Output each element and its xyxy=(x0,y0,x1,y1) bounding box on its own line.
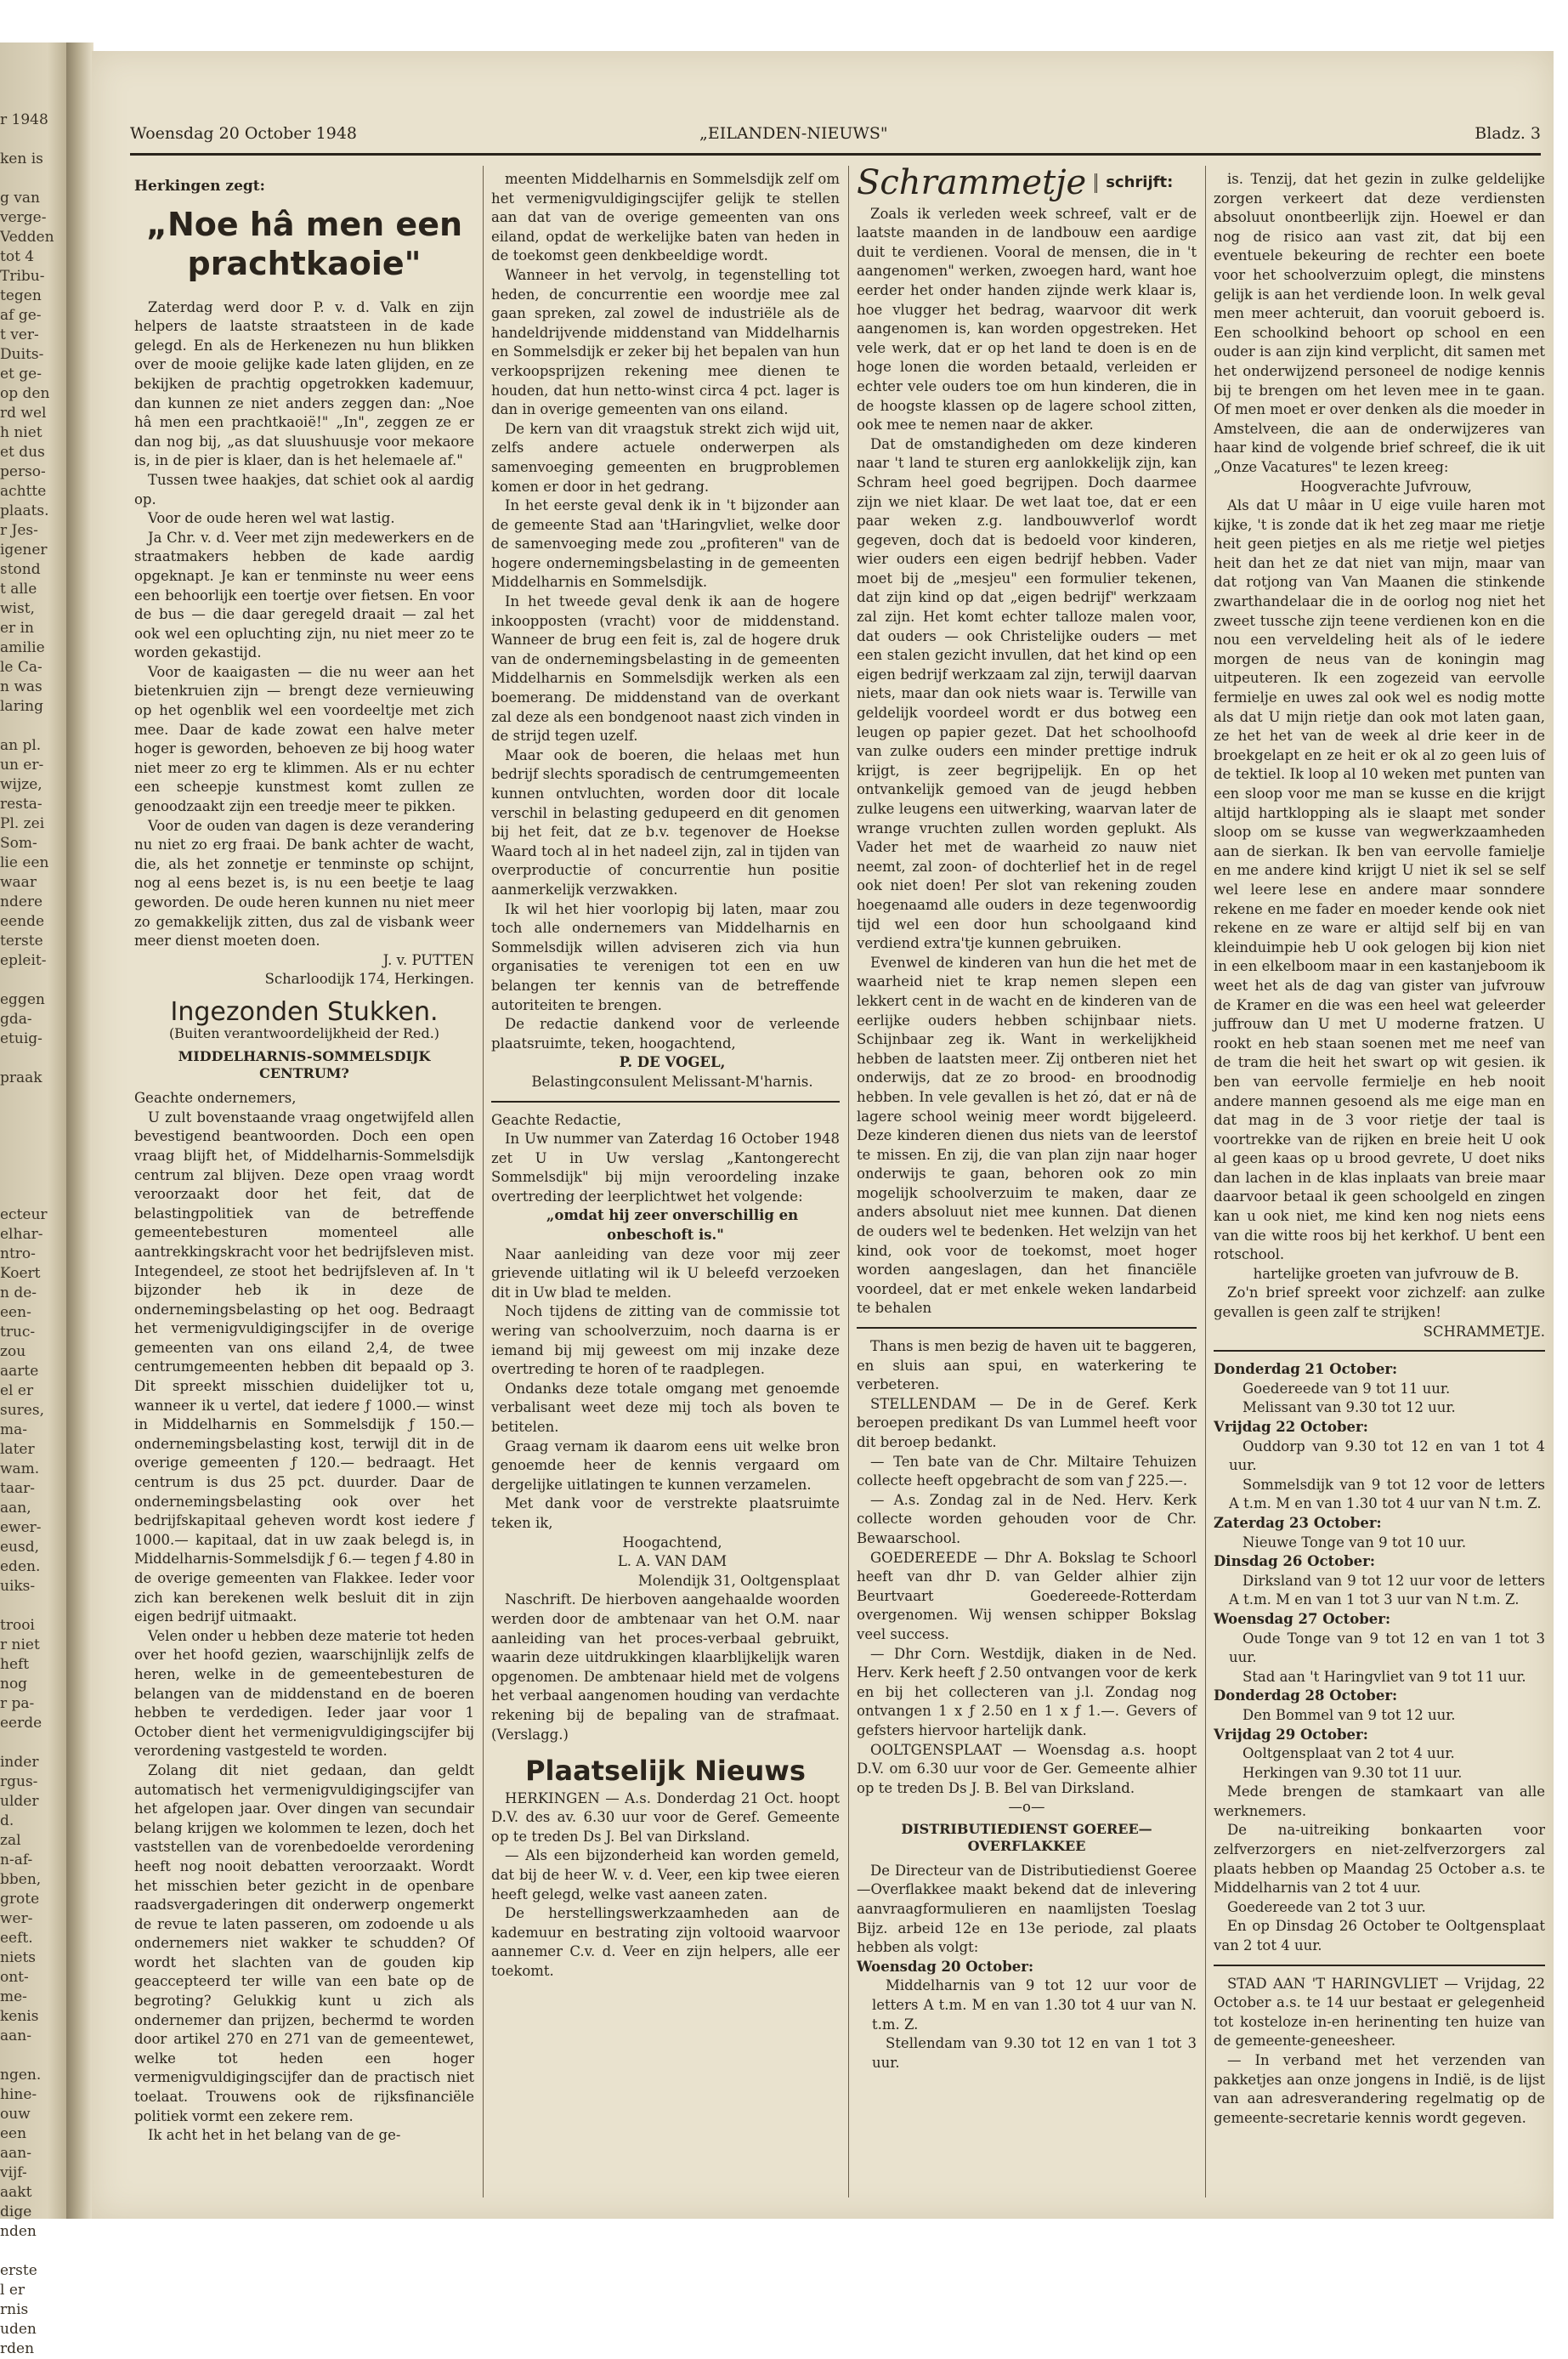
column-masthead xyxy=(857,163,1197,202)
prev-page-line: t ver- xyxy=(0,326,39,343)
prev-page-line: er in xyxy=(0,620,34,637)
paragraph: En op Dinsdag 26 October te Ooltgensplaat van 2 tot 4 uur. xyxy=(1214,1918,1545,1954)
schedule-line: Herkingen van 9.30 tot 11 uur. xyxy=(1243,1764,1463,1781)
prev-page-line: wist, xyxy=(0,600,35,617)
section-subheading: (Buiten verantwoordelijkheid der Red.) xyxy=(168,1024,440,1041)
prev-page-line: gda- xyxy=(0,1011,32,1028)
previous-page-edge xyxy=(0,111,61,2357)
prev-page-line xyxy=(0,1166,61,1186)
prev-page-line: uden xyxy=(0,2321,37,2338)
letter-continued xyxy=(491,170,840,1053)
schedule-day: Donderdag 21 October: xyxy=(1214,1361,1398,1378)
divider xyxy=(1214,1350,1545,1352)
header-page-number: Bladz. 3 xyxy=(1475,124,1541,143)
prev-page-line: rgus- xyxy=(0,1773,38,1790)
paragraph: Graag vernam ik daarom eens uit welke bron genoemde heer de kennis vergaard om dergelijke uitlatingen te kunnen verzamelen. xyxy=(491,1438,840,1493)
prev-page-line xyxy=(0,130,61,150)
paragraph: Voor de kaaigasten — die nu weer aan het bietenkruien zijn — brengt deze vernieuwing op het ogenblik wel een voordeeltje met zich mee. Daar de kade zowat een halve meter hoger is geworden, behoeven ze bij hoog water niet meer zo erg te klimmen. Als er nu echter een scheepje kunstmest komt zullen ze genoodzaakt zijn een treedje meer te pikken. xyxy=(134,663,474,815)
paragraph: — Als een bijzonderheid kan worden gemeld, dat bij de heer W. v. d. Veer, een kip twee eieren heeft gelegd, welke vast aaneen zaten. xyxy=(491,1847,840,1903)
prev-page-line: ma- xyxy=(0,1421,27,1438)
paragraph: — A.s. Zondag zal in de Ned. Herv. Kerk collecte worden gehouden voor de Chr. Bewaarschool. xyxy=(857,1491,1197,1546)
prev-page-line: waar xyxy=(0,874,37,891)
divider xyxy=(491,1101,840,1103)
article-body xyxy=(134,298,474,951)
paragraph: In Uw nummer van Zaterdag 16 October 1948 zet U in Uw verslag „Kantongerecht Sommelsdijk" bij mijn veroordeling inzake overtreding der leerplichtwet het volgende: xyxy=(491,1131,840,1205)
prev-page-line: g van xyxy=(0,190,40,207)
column-rule xyxy=(483,166,484,2197)
paragraph: meenten Middelharnis en Sommelsdijk zelf om het vermenigvuldigingscijfer gelijk te stellen aan dat van de overige gemeenten van ons eiland, opdat de werkelijke baten van heden in de toekomst geen denkbeeldige wordt. xyxy=(491,171,840,264)
prev-page-line: le Ca- xyxy=(0,659,42,676)
schedule-line: Ouddorp van 9.30 tot 12 en van 1 tot 4 uur. xyxy=(1229,1438,1545,1474)
prev-page-line: eusd, xyxy=(0,1539,40,1556)
prev-page-line: amilie xyxy=(0,639,45,656)
prev-page-line: r niet xyxy=(0,1636,40,1653)
prev-page-line: h niet xyxy=(0,424,42,441)
schedule-line: Stad aan 't Haringvliet van 9 tot 11 uur. xyxy=(1243,1668,1526,1685)
prev-page-line: perso- xyxy=(0,463,46,480)
prev-page-line xyxy=(0,1733,61,1753)
column-subtitle: schrijft: xyxy=(1106,173,1174,191)
schedule-day: Woensdag 20 October: xyxy=(857,1958,1034,1975)
prev-page-line: aarte xyxy=(0,1363,39,1380)
divider xyxy=(1214,1965,1545,1966)
prev-page-line: achtte xyxy=(0,483,47,500)
distribution-schedule xyxy=(1214,1360,1545,1783)
closing-remark: Zo'n brief spreekt voor zichzelf: aan zulke gevallen is geen zalf te strijken! xyxy=(1214,1284,1545,1321)
quote: „omdat hij zeer onverschillig en onbeschoft is." xyxy=(546,1207,799,1244)
paragraph: STELLENDAM — De in de Geref. Kerk beroepen predikant Ds van Lummel heeft voor dit beroep bedankt. xyxy=(857,1395,1197,1450)
signature-address: Scharloodijk 174, Herkingen. xyxy=(264,971,474,988)
paragraph: Ik acht het in het belang van de ge- xyxy=(148,2127,401,2144)
local-news-body xyxy=(491,1789,840,1982)
schedule-day: Vrijdag 22 October: xyxy=(1214,1419,1368,1435)
schedule-line: Nieuwe Tonge van 9 tot 10 uur. xyxy=(1243,1534,1467,1551)
paragraph: GOEDEREEDE — Dhr A. Bokslag te Schoorl heeft van dhr D. van Gelder alhier zijn Beurtvaart Goedereede-Rotterdam overgenomen. Wij wensen schipper Bokslag veel success. xyxy=(857,1549,1197,1642)
prev-page-line: an pl. xyxy=(0,737,42,754)
paragraph: Goedereede van 2 tot 3 uur. xyxy=(1227,1898,1426,1915)
prev-page-line: Vedden xyxy=(0,229,54,246)
prev-page-line: terste xyxy=(0,933,43,950)
header-date: Woensdag 20 October 1948 xyxy=(130,124,357,143)
paragraph: Zoals ik verleden week schreef, valt er de laatste maanden in de landbouw een aardige duit te verdienen. Vooral de mensen, die in 't aangenomen" werken, zwoegen hard, want hoe eerder het onder handen zijnde werk klaar is, hoe vlugger het bedrag, waarvoor dit werk aangenomen is, kan worden opgestreken. Het vele werk, dat er op het land te doen is en de hoge lonen die worden betaald, verleiden er echter vele ouders toe om hun kinderen, die in de hoogste klassen op de lagere school zitten, ook mee te nemen naar de akker. xyxy=(857,205,1197,434)
prev-page-line: heft xyxy=(0,1656,30,1673)
prev-page-line: n was xyxy=(0,678,42,695)
prev-page-line: aan, xyxy=(0,1500,31,1517)
prev-page-line: Koert xyxy=(0,1265,41,1282)
prev-page-line: trooi xyxy=(0,1617,35,1634)
prev-page-line: zal xyxy=(0,1832,21,1849)
paragraph: De herstellingswerkzaamheden aan de kademuur en bestrating zijn voltooid waarvoor aannemer C.v. d. Veer en zijn helpers, alle eer toekomt. xyxy=(491,1905,840,1980)
prev-page-line: wam. xyxy=(0,1460,40,1477)
prev-page-line: nden xyxy=(0,2223,37,2240)
prev-page-line: rnis xyxy=(0,2301,29,2318)
schedule-line: Sommelsdijk van 9 tot 12 voor de letters A t.m. M en van 1.30 tot 4 uur van N t.m. Z. xyxy=(1229,1476,1545,1512)
newspaper-page xyxy=(92,51,1554,2219)
notice-heading: DISTRIBUTIEDIENST GOEREE—OVERFLAKKEE xyxy=(901,1820,1152,1854)
prev-page-line: laring xyxy=(0,698,43,715)
paragraph: Voor de ouden van dagen is deze verandering nu niet zo erg fraai. De bank achter de wacht, die, als het zonnetje er tenminste op schijnt, nog al eens bezet is, is nu een beetje te laag geworden. De oude heren kunnen nu niet meer zo gemakkelijk zitten, dus zal de visbank weer meer dienst moeten doen. xyxy=(134,817,474,950)
paragraph: Middelharnis van 9 tot 12 uur voor de letters A t.m. M en van 1.30 tot 4 uur van N. t.m. Z. xyxy=(872,1977,1197,2033)
prev-page-line xyxy=(0,1049,61,1069)
prev-page-line: resta- xyxy=(0,796,42,813)
paragraph: Wanneer in het vervolg, in tegenstelling tot heden, de concurrentie een woordje mee zal gaan spreken, zal zowel de industriële als de handeldrijvende middenstand van Middelharnis en Sommelsdijk er zeker bij het bepalen van hun verkoopsprijzen rekening mee dienen te houden, dat hun netto-winst circa 4 pct. lager is dan in overige gemeenten van ons eiland. xyxy=(491,266,840,418)
page-fold xyxy=(66,43,93,2219)
paragraph: Ik wil het hier voorlopig bij laten, maar zou toch alle ondernemers van Middelharnis en Sommelsdijk willen adviseren zich via hun organisaties te verenigen tot een en uw belangen ter kennis van de betreffende autoriteiten te brengen. xyxy=(491,900,840,1013)
prev-page-line: ken is xyxy=(0,150,43,167)
prev-page-line: ecteur xyxy=(0,1206,48,1223)
paragraph: De na-uitreiking bonkaarten voor zelfverzorgers en niet-zelfverzorgers zal plaats hebben op Maandag 25 October a.s. te Middelharnis van 2 tot 4 uur. xyxy=(1214,1822,1545,1897)
prev-page-line: taar- xyxy=(0,1480,35,1497)
column-1 xyxy=(134,170,474,2146)
local-news-body xyxy=(1214,1975,1545,2129)
paragraph: Ondanks deze totale omgang met genoemde verbalisant weet deze mij toch als boven te betitelen. xyxy=(491,1380,840,1435)
prev-page-line: wijze, xyxy=(0,776,42,793)
prev-page-line: rd wel xyxy=(0,405,47,422)
paragraph: Dat de omstandigheden om deze kinderen naar 't land te sturen erg aanlokkelijk zijn, kan Schram heel goed begrijpen. Doch daarmee zijn we niet klaar. De wet laat toe, dat er een paar weken z.g. landbouwverlof wordt gegeven, doch dat is bedoeld voor kinderen, wier ouders een eigen bedrijf hebben. Vader moet bij de „mesjeu" een formulier tekenen, dat zijn kind op dat „eigen bedrijf" werkzaam zal zijn. Het komt echter talloze malen voor, dat ouders — ook Christelijke ouders — met een stalen gezicht invullen, dat het kind op een eigen bedrijf werkzaam zal zijn, terwijl daarvan niets, maar dan ook niets waar is. Terwille van geldelijk voordeel wordt er dus botweg een leugen op papier gezet. Dat het schoolhoofd van zulke ouders een minder prettige indruk krijgt, is zeer begrijpelijk. En op het ontvankelijk gemoed van de jeugd hebben zulke leugens een uitwerking, waarvan later de wrange vruchten zullen worden geplukt. Als Vader het met de waarheid zo nauw niet neemt, zal zoon- of dochterlief het in de regel ook niet doen! Per slot van rekening zouden hoegenaamd alle ouders in deze tegenwoordig tijd wel een door hun schoolgaand kind verdiend extra'tje kunnen gebruiken. xyxy=(857,435,1197,952)
prev-page-line: n de- xyxy=(0,1284,37,1301)
paragraph: Maar ook de boeren, die helaas met hun bedrijf slechts sporadisch de centrumgemeenten kunnen ontvluchten, worden door dit locale verschil in belasting gedupeerd en dit genomen bij het feit, dat ze b.v. tegenover de Hoekse Waard toch al in het nadeel zijn, zal in tijden van overproductie of concurrentie hun positie aanmerkelijk verzwakken. xyxy=(491,746,840,898)
prev-page-line: elhar- xyxy=(0,1226,43,1243)
prev-page-line: een xyxy=(0,2125,27,2142)
prev-page-line xyxy=(0,2046,61,2066)
prev-page-line: igener xyxy=(0,542,48,559)
prev-page-line: tegen xyxy=(0,287,42,304)
prev-page-line: uiks- xyxy=(0,1578,36,1595)
prev-page-line: hine- xyxy=(0,2086,37,2103)
prev-page-line: rden xyxy=(0,2340,35,2357)
schedule-day: Donderdag 28 October: xyxy=(1214,1687,1398,1704)
article-kicker: Herkingen zegt: xyxy=(134,178,265,195)
prev-page-line: plaats. xyxy=(0,502,49,519)
salutation: Geachte ondernemers, xyxy=(134,1090,297,1107)
schedule-line: Dirksland van 9 tot 12 uur voor de letters A t.m. M en van 1 tot 3 uur van N t.m. Z. xyxy=(1229,1572,1545,1608)
schedule-line: Oude Tonge van 9 tot 12 en van 1 tot 3 uur. xyxy=(1229,1630,1545,1666)
prev-page-line: bben, xyxy=(0,1871,42,1888)
prev-page-line: af ge- xyxy=(0,307,42,324)
prev-page-line: me- xyxy=(0,1988,27,2005)
letter-closing: hartelijke groeten van jufvrouw de B. xyxy=(1253,1265,1520,1282)
prev-page-line: Pl. zei xyxy=(0,815,45,832)
prev-page-line: aan- xyxy=(0,2145,31,2162)
paragraph: OOLTGENSPLAAT — Woensdag a.s. hoopt D.V. om 6.30 uur voor de Ger. Gemeente alhier op te treden Ds J. B. Bel van Dirksland. xyxy=(857,1741,1197,1796)
prev-page-line: r Jes- xyxy=(0,522,38,539)
column-rule xyxy=(848,166,849,2197)
prev-page-line xyxy=(0,1088,61,1108)
paragraph: — In verband met het verzenden van pakketjes aan onze jongens in Indië, is de lijst van aan adresverandering regelmatig op de gemeente-secretarie kennis wordt gegeven. xyxy=(1214,2052,1545,2126)
prev-page-line: erste xyxy=(0,2262,37,2279)
column-body xyxy=(1214,170,1545,478)
prev-page-line: ewer- xyxy=(0,1519,42,1536)
paragraph: Thans is men bezig de haven uit te baggeren, en sluis aan spui, en waterkering te verbeteren. xyxy=(857,1338,1197,1393)
prev-page-line: nog xyxy=(0,1676,28,1693)
prev-page-line: et ge- xyxy=(0,366,42,383)
paragraph: In het eerste geval denk ik in 't bijzonder aan de gemeente Stad aan 'tHaringvliet, welke door de samenvoeging mede zou „profiteren" van de hogere ondernemingsbelasting in de gemeenten Middelharnis en Sommelsdijk. xyxy=(491,497,840,591)
prev-page-line: op den xyxy=(0,385,50,402)
prev-page-line: epleit- xyxy=(0,952,47,969)
prev-page-line: et dus xyxy=(0,444,45,461)
separator: —o— xyxy=(1008,1799,1045,1816)
paragraph: Velen onder u hebben deze materie tot heden over het hoofd gezien, waarschijnlijk zelfs de heren, welke in de gemeentebesturen de belangen van de middenstand en de boeren hebben te verdedigen. Ieder jaar voor 1 October dient het vermenigvuldigingscijfer bij verordening vastgesteld te worden. xyxy=(134,1627,474,1760)
schedule-notes xyxy=(1214,1783,1545,1955)
schedule-line: Goedereede van 9 tot 11 uur. xyxy=(1243,1380,1451,1397)
schedule-line: Ooltgensplaat van 2 tot 4 uur. xyxy=(1243,1745,1455,1762)
prev-page-line: een- xyxy=(0,1304,31,1321)
paragraph: De redactie dankend voor de verleende plaatsruimte, teken, hoogachtend, xyxy=(491,1016,840,1052)
prev-page-line xyxy=(0,971,61,990)
divider xyxy=(857,1327,1197,1329)
schedule-line: Melissant van 9.30 tot 12 uur. xyxy=(1243,1399,1456,1416)
letter-body xyxy=(491,1130,840,1206)
paragraph: Zolang dit niet gedaan, dan geldt automatisch het vermenigvuldigingscijfer van het afgelopen jaar. Over dingen van secundair belang krijgen we kolommen te lezen, doch het vaststellen van de vorenbedoelde verordening heeft nog nooit debatten veroorzaakt. Wordt het misschien beter gezicht in de openbare raadsvergaderingen dit onderwerp ongemerkt de revue te laten passeren, om zodoende u als ondernemers niet wakker te schudden? Of wordt het slachten van de gouden kip geaccepteerd ter wille van een bate op de begroting? Gelukkig kunt u zich als ondernemer dan prijzen, bechermd te worden door artikel 270 en 271 van de gemeentewet, welke tot heden een hoger vermenigvuldigingscijfer dan de practisch niet toelaat. Trouwens ook de rijksfinanciële politiek vormt een zekere rem. xyxy=(134,1761,474,2124)
prev-page-line: eeft. xyxy=(0,1930,33,1947)
naschrift: Naschrift. De hierboven aangehaalde woorden werden door de ambtenaar van het O.M. naar aanleiding van het proces-verbaal gebruikt, waarin deze uitdrukkingen klaarblijkelijk waren opgenomen. De ambtenaar hield met de volgens het verbaal aangenomen houding van verdachte rekening bij de bepaling van de strafmaat. (Verslagg.) xyxy=(491,1591,840,1743)
paragraph: U zult bovenstaande vraag ongetwijfeld allen bevestigend beantwoorden. Doch een open vraag blijft het, of Middelharnis-Sommelsdijk centrum zal blijven. Deze open vraag wordt veroorzaakt door het feit, dat de belastingpolitiek van de betreffende gemeentebesturen momenteel alle aantrekkingskracht voor het bedrijfsleven mist. Integendeel, ze stoot het bedrijfsleven af. In 't bijzonder heb ik in deze de ondernemingsbelasting op het oog. Bedraagt het vermenigvuldigingscijfer in de overige gemeenten van ons eiland 2,4, de twee centrumgemeenten hebben dit bepaald op 3. Dit spreekt misschien duidelijker tot u, wanneer ik u vertel, dat iedere ƒ 1000.— winst in Middelharnis en Sommelsdijk ƒ 150.— ondernemingsbelasting kost, terwijl dit in de overige gemeenten ƒ 120.— bedraagt. Het centrum is dus 25 pct. duurder. Daar de ondernemingsbelasting ook over het bedrijfskapitaal geheven wordt kost iedere ƒ 1000.— kapitaal, dat in uw zaak belegd is, in Middelharnis-Sommelsdijk ƒ 6.— tegen ƒ 4.80 in de overige gemeenten van Flakkee. Ieder voor zich kan berekenen welk besluit dit in zijn eigen bedrijf uitmaakt. xyxy=(134,1109,474,1625)
signature: P. DE VOGEL, xyxy=(619,1054,726,1071)
prev-page-line xyxy=(0,1147,61,1166)
schedule-day: Vrijdag 29 October: xyxy=(1214,1726,1368,1743)
paragraph: Tussen twee haakjes, dat schiet ook al aardig op. xyxy=(134,471,474,508)
paragraph: — Ten bate van de Chr. Miltaire Tehuizen collecte heeft opgebracht de som van ƒ 225.—. xyxy=(857,1453,1197,1489)
schedule-day: Woensdag 27 October: xyxy=(1214,1610,1391,1627)
prev-page-line: eerde xyxy=(0,1715,42,1732)
prev-page-line: ont- xyxy=(0,1969,29,1986)
signature-address: Molendijk 31, Ooltgensplaat xyxy=(637,1572,840,1589)
prev-page-line: eende xyxy=(0,913,45,930)
prev-page-line: tot 4 xyxy=(0,248,35,265)
salutation: Geachte Redactie, xyxy=(491,1111,622,1128)
prev-page-line xyxy=(0,717,61,736)
prev-page-line: eggen xyxy=(0,991,45,1008)
signature-title: Belastingconsulent Melissant-M'harnis. xyxy=(531,1073,813,1090)
prev-page-line: Tribu- xyxy=(0,268,45,285)
prev-page-line: stond xyxy=(0,561,41,578)
notice-body xyxy=(857,1862,1197,1958)
local-news-body xyxy=(857,1337,1197,1798)
column-body xyxy=(857,205,1197,1318)
prev-page-line: l er xyxy=(0,2282,25,2299)
schedule-day: Dinsdag 26 October: xyxy=(1214,1553,1375,1570)
header-paper-name: „EILANDEN-NIEUWS" xyxy=(699,124,888,143)
prev-page-line: ndere xyxy=(0,893,43,910)
prev-page-line: ntro- xyxy=(0,1245,36,1262)
prev-page-line xyxy=(0,1108,61,1127)
prev-page-line: sures, xyxy=(0,1402,44,1419)
prev-page-line: zou xyxy=(0,1343,26,1360)
column-title: Schrammetje xyxy=(857,173,1097,193)
prev-page-line: truc- xyxy=(0,1324,36,1341)
section-heading: Ingezonden Stukken. xyxy=(170,996,439,1027)
paragraph: Ja Chr. v. d. Veer met zijn medewerkers en de straatmakers hebben de kade aardig opgeknapt. Je kan er tenminste nu weer eens een behoorlijk een toertje over fietsen. En voor de bus — die daar geregeld draait — zal het ook wel een opluchting zijn, nu niet meer zo te worden gekastijd. xyxy=(134,529,474,661)
prev-page-line: lie een xyxy=(0,854,49,871)
prev-page-line: n-af- xyxy=(0,1851,33,1868)
column-2 xyxy=(491,170,840,1982)
prev-page-line: later xyxy=(0,1441,35,1458)
prev-page-line: vijf- xyxy=(0,2164,27,2181)
paragraph: Voor de oude heren wel wat lastig. xyxy=(148,510,395,527)
paragraph: De Directeur van de Distributiedienst Goeree—Overflakkee maakt bekend dat de inlevering aanvraagformulieren en naamlijsten Toeslag Bijz. arbeid 12e en 13e periode, zal plaats hebben als volgt: xyxy=(857,1862,1197,1956)
paragraph: In het tweede geval denk ik aan de hogere inkoopposten (vracht) voor de middenstand. Wanneer de brug een feit is, zal de hogere druk van de ondernemingsbelasting in de gemeenten Middelharnis en Sommelsdijk werken als een boemerang. De middenstand van de overkant zal deze als een bondgenoot naast zich vinden in de strijd tegen uzelf. xyxy=(491,593,840,745)
letter-body xyxy=(134,1109,474,2146)
prev-page-line: ulder xyxy=(0,1793,39,1810)
signature: J. v. PUTTEN xyxy=(382,951,474,968)
prev-page-line: wer- xyxy=(0,1910,33,1927)
prev-page-line xyxy=(0,1596,61,1616)
paragraph: HERKINGEN — A.s. Donderdag 21 Oct. hoopt D.V. des av. 6.30 uur voor de Geref. Gemeente op te treden Ds J. Bel van Dirksland. xyxy=(491,1789,840,1845)
prev-page-line: grote xyxy=(0,1891,40,1908)
prev-page-line: eden. xyxy=(0,1558,41,1575)
schedule-line: Den Bommel van 9 tot 12 uur. xyxy=(1243,1706,1456,1723)
column-4 xyxy=(1214,170,1545,2128)
prev-page-line: Duits- xyxy=(0,346,44,363)
letter-body xyxy=(491,1245,840,1534)
paragraph: Noch tijdens de zitting van de commissie tot wering van schoolverzuim, noch daarna is er iemand bij mij geweest om mij inzake deze overtreding te horen of te raadplegen. xyxy=(491,1303,840,1378)
prev-page-line xyxy=(0,169,61,189)
prev-page-line: r 1948 xyxy=(0,111,48,128)
paragraph: — Dhr Corn. Westdijk, diaken in de Ned. Herv. Kerk heeft ƒ 2.50 ontvangen voor de kerk en bij het collecteren van j.l. Zondag nog ontvangen 1 x ƒ 2.50 en 1 x ƒ 1.—. Gevers of gefsters hiervoor hartelijk dank. xyxy=(857,1645,1197,1738)
prev-page-line: dige xyxy=(0,2203,32,2220)
column-rule xyxy=(1205,166,1206,2197)
paragraph: Stellendam van 9.30 tot 12 en van 1 tot 3 uur. xyxy=(872,2035,1197,2071)
prev-page-line: r pa- xyxy=(0,1695,35,1712)
prev-page-line: verge- xyxy=(0,209,47,226)
prev-page-line: Som- xyxy=(0,835,37,852)
paragraph: Zaterdag werd door P. v. d. Valk en zijn helpers de laatste straatsteen in de kade gelegd. En als de Herkenezen nu hun blikken over de mooie gelijke kade laten glijden, en ze bekijken de prachtig opgetrokken kademuur, dan kunnen ze niet anders zeggen dan: „Noe hâ men een prachtkaoië!" „In", zeggen ze er dan nog bij, „as dat sluushuusje voor mekaore is, in de pier is klaer, dan is het helemaele af." xyxy=(134,298,474,469)
prev-page-line: inder xyxy=(0,1754,39,1771)
paragraph: De kern van dit vraagstuk strekt zich wijd uit, zelfs andere actuele onderwerpen als samenvoeging gemeenten en brugproblemen komen er door in het gedrang. xyxy=(491,420,840,495)
schedule-lines xyxy=(857,1976,1197,2073)
signature: L. A. VAN DAM xyxy=(617,1553,727,1570)
prev-page-line: un er- xyxy=(0,757,44,774)
paragraph: STAD AAN 'T HARINGVLIET — Vrijdag, 22 October a.s. te 14 uur bestaat er gelegenheid tot kosteloze in-en herinenting ten huize van de gemeente-geneesheer. xyxy=(1214,1975,1545,2050)
prev-page-line: etuig- xyxy=(0,1030,42,1047)
prev-page-line: el er xyxy=(0,1382,34,1399)
article-headline: „Noe hâ men een prachtkaoie" xyxy=(145,205,463,282)
section-heading: Plaatselijk Nieuws xyxy=(525,1755,806,1788)
paragraph: Evenwel de kinderen van hun die het met de waarheid niet te krap nemen slepen een lekkert cent in de wacht en de kinderen van de eerlijke ouders hebben schijnbaar niets. Schijnbaar zeg ik. Want in werkelijkheid hebben de laatsten meer. Zij ontberen niet het onderwijs, dat ze zo brood- en broodnodig hebben. In vele gevallen is het zó, dat er nâ de lagere school weinig meer wordt bijgeleerd. Deze kinderen dienen dus niets van de leerstof te missen. En zij, die van plan zijn naar hoger onderwijs te gaan, behoren ook zo min mogelijk schoolverzuim te maken, daar ze anders absoluut niet mee kunnen. Dat dienen de ouders wel te bedenken. Het welzijn van het kind, ook voor de toekomst, moet hoger worden aangeslagen, dan het financiële voordeel, dat er met enkele weken landarbeid te behalen xyxy=(857,954,1197,1317)
letter-heading: MIDDELHARNIS-SOMMELSDIJK CENTRUM? xyxy=(178,1048,431,1082)
prev-page-line xyxy=(0,2242,61,2261)
prev-page-line: niets xyxy=(0,1949,37,1966)
prev-page-line: kenis xyxy=(0,2008,39,2025)
prev-page-line: d. xyxy=(0,1812,14,1829)
paragraph: Mede brengen de stamkaart van alle werknemers. xyxy=(1214,1783,1545,1819)
paragraph: Met dank voor de verstrekte plaatsruimte teken ik, xyxy=(491,1495,840,1531)
prev-page-line: ngen. xyxy=(0,2067,42,2084)
prev-page-line: t alle xyxy=(0,581,37,598)
signature-closing: Hoogachtend, xyxy=(622,1534,722,1551)
page-header xyxy=(130,119,1541,156)
column-3 xyxy=(857,163,1197,2073)
prev-page-line xyxy=(0,1186,61,1205)
prev-page-line: aakt xyxy=(0,2184,32,2201)
quoted-letter: Als dat U mâar in U eige vuile haren mot kijke, 't is zonde dat ik het zeg maar me rietje heit geen pietjes en als me rietje wel pietjes heit dan het ze dat niet van mijn, maar van dat rotjong van Van Maanen die stinkende zwarthandelaar die in de oorlog nog niet het zweet tussche zijn teene verdienen kon en die nou een verveldeling heit als of le iedere morgen de neus van de koningin mag uitpeuteren. Ik een zogezeid van eervolle fermielje en uwes zal ook wel es nodig motte als dat U mijn rietje dan ook mot laten gaan, ze het het van de week al drie keer in de broekgelapt en ze heit er ok al zo geen luis of de tektiel. Ik loop al 10 weken met punten van een sloop voor me man se kusse en die krijgt altijd hartklopping als ie slaapt met sonder sloop om se kusse van wegwerkzaamheden aan de sierkan. Ik ben van eervolle famielje en me andere kind krijgt U niet ik sel se self wel leere lese en andere maar sonndere rekene en me fader en moeder kende ook niet rekene en ze ware er altijd self bij en van kleinduimpie heb U ook gelogen bij kion niet in een elkelboom maar in een kastanjeboom ik weet het als de dag van gister van jufvrouw de Kramer en die was een heel wat geleerder juffrouw dan U met U moderne fratzen. U rookt en heb staan soenen met me neef van de tram die heit het swart op wit gesien. ik ben van eervolle fermielje en heb nooit andere mannen gesoend als me eige man en dat mag in de 3 voor rietje der taal is voortrekke van de rijken en breie heit U ook al geen kaas op u brood gevrete, U doet niks dan lachen in de klas inplaats van breie maar daarvoor betaal ik geen schoolgeld en zingen kan u ook niet, me kind ken nog niets eens van die witte roos bij het kerkhof. U bent een rotschool. xyxy=(1214,497,1545,1263)
prev-page-line: aan- xyxy=(0,2027,31,2044)
schedule-day: Zaterdag 23 October: xyxy=(1214,1514,1382,1531)
prev-page-line xyxy=(0,1127,61,1147)
paragraph: is. Tenzij, dat het gezin in zulke geldelijke zorgen verkeert dat deze verdiensten absoluut onontbeerlijk zijn. Hoewel er dan nog de risico aan vast zit, dat bij een eventuele bekeuring de rechter een boete voor het schoolverzuim oplegt, die minstens gelijk is aan het verdiende loon. In welk geval men meer achteruit, dan vooruit geboerd is. Een schoolkind behoort op school en een ouder is aan zijn kind verplicht, dit samen met het onderwijzend personeel de nodige kennis bij te brengen om het leven mee in te gaan. Of men moet er over denken als die moeder in Amstelveen, die aan de onderwijzeres van haar kind de volgende brief schreef, die ik uit „Onze Vacatures" te lezen kreeg: xyxy=(1214,171,1545,475)
letter-salutation: Hoogverachte Jufvrouw, xyxy=(1300,478,1472,495)
signature: SCHRAMMETJE. xyxy=(1423,1323,1545,1340)
prev-page-line: praak xyxy=(0,1069,42,1086)
paragraph: Naar aanleiding van deze voor mij zeer grievende uitlating wil ik U beleefd verzoeken dit in Uw blad te melden. xyxy=(491,1245,840,1301)
prev-page-line: ouw xyxy=(0,2106,31,2123)
